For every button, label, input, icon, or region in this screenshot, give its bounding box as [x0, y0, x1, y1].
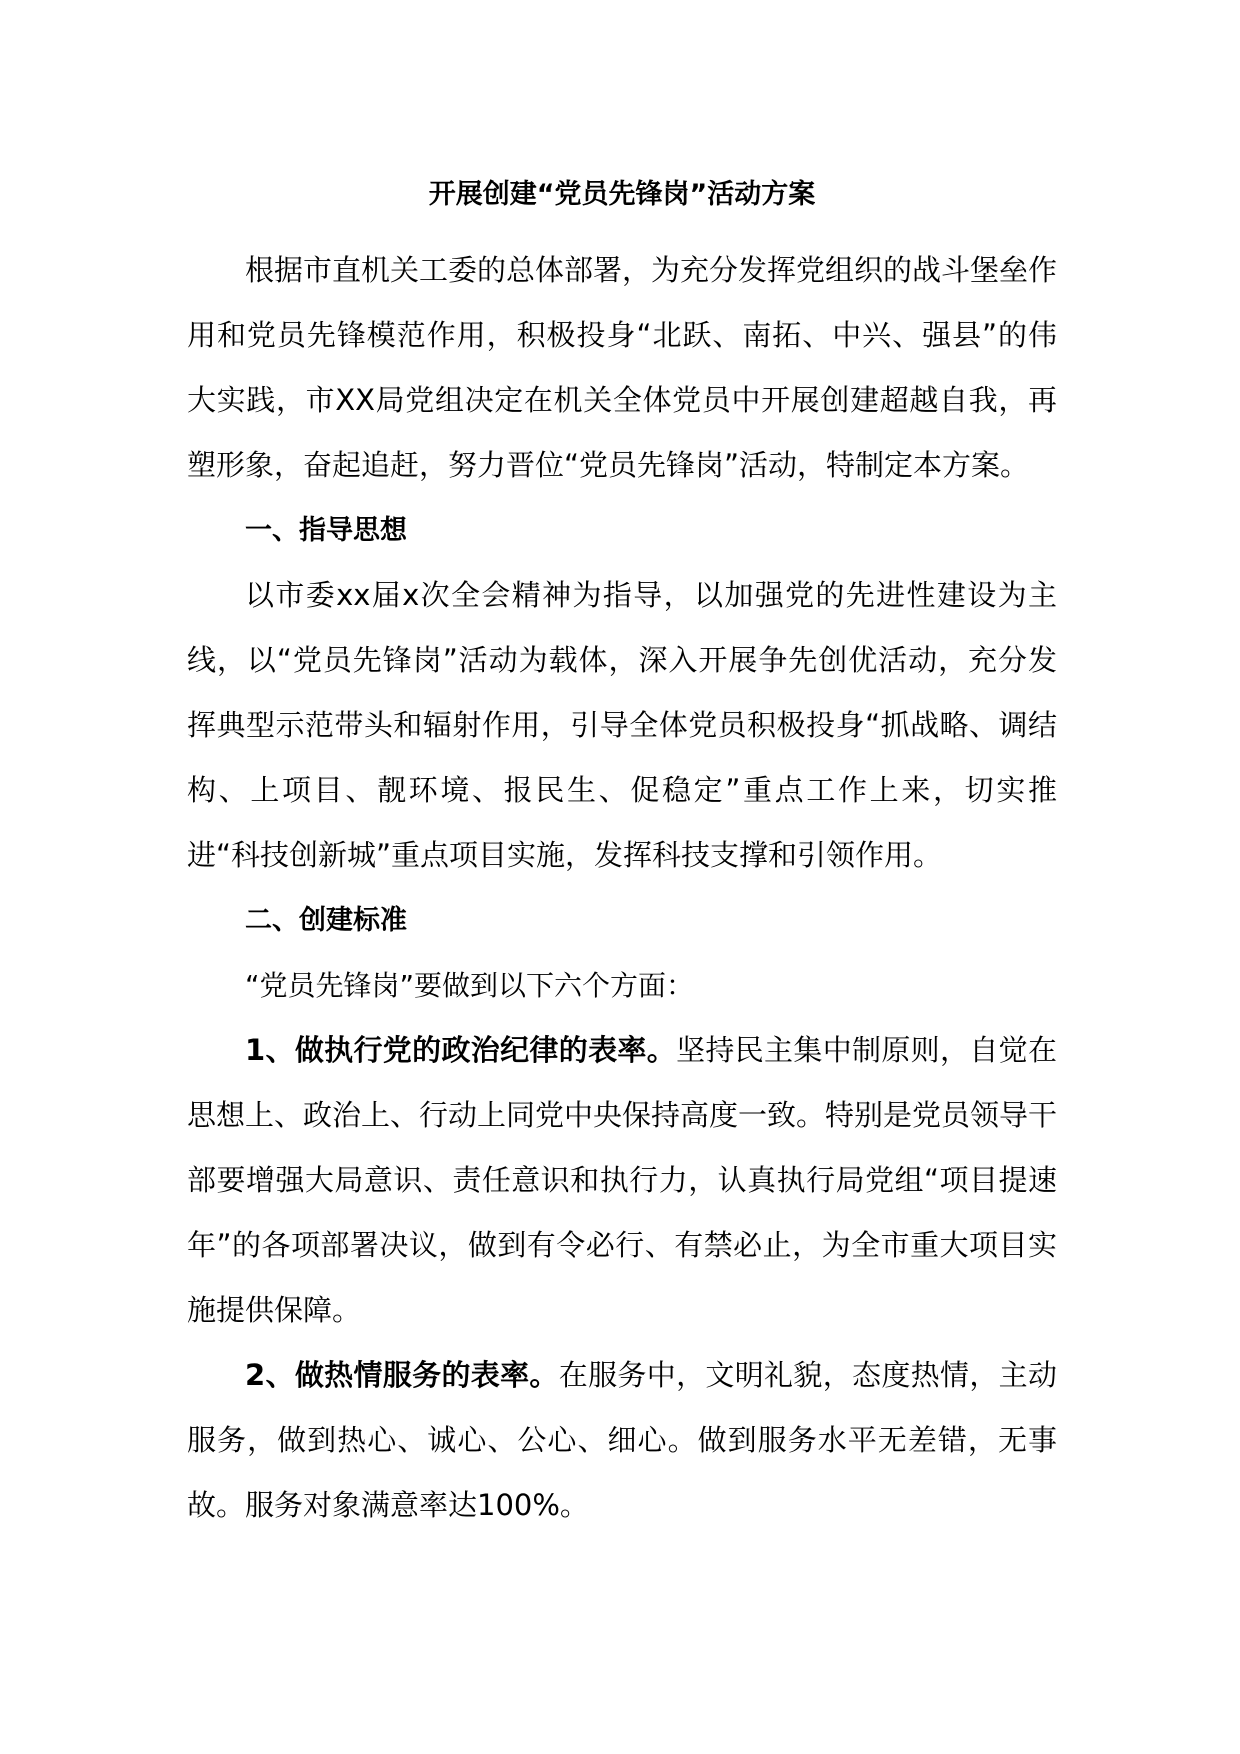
standard-item — [187, 1343, 1057, 1538]
intro-paragraph: 根据市直机关工委的总体部署，为充分发挥党组织的战斗堡垒作用和党员先锋模范作用，积极投身“北跃、南拓、中兴、强县”的伟大实践，市XX局党组决定在机关全体党员中开展创建超越自我，再塑形象，奋起追赶，努力晋位“党员先锋岗”活动，特制定本方案。 — [187, 253, 1058, 482]
standard-item-text: 坚持民主集中制原则，自觉在思想上、政治上、行动上同党中央保持高度一致。特别是党员领导干部要增强大局意识、责任意识和执行力，认真执行局党组“项目提速年”的各项部署决议，做到有令必行、有禁必止，为全市重大项目实施提供保障。 — [187, 1033, 1058, 1327]
section-heading-guiding-ideology: 一、指导思想 — [245, 515, 407, 546]
document-title: 开展创建“党员先锋岗”活动方案 — [428, 179, 816, 210]
standard-item — [187, 1018, 1057, 1343]
document-body — [187, 172, 1057, 1538]
standards-lead-in: “党员先锋岗”要做到以下六个方面： — [245, 969, 695, 1002]
section-heading-standards: 二、创建标准 — [245, 905, 407, 936]
standard-item-text: 在服务中，文明礼貌，态度热情，主动服务，做到热心、诚心、公心、细心。做到服务水平无差错，无事故。服务对象满意率达100%。 — [187, 1358, 1057, 1522]
guiding-ideology-paragraph: 以市委xx届x次全会精神为指导，以加强党的先进性建设为主线，以“党员先锋岗”活动为载体，深入开展争先创优活动，充分发挥典型示范带头和辐射作用，引导全体党员积极投身“抓战略、调结构、上项目、靓环境、报民生、促稳定”重点工作上来，切实推进“科技创新城”重点项目实施，发挥科技支撑和引领作用。 — [187, 578, 1057, 872]
standard-item-lead: 1、做执行党的政治纪律的表率。 — [245, 1033, 677, 1067]
standard-item-lead: 2、做热情服务的表率。 — [245, 1358, 559, 1392]
